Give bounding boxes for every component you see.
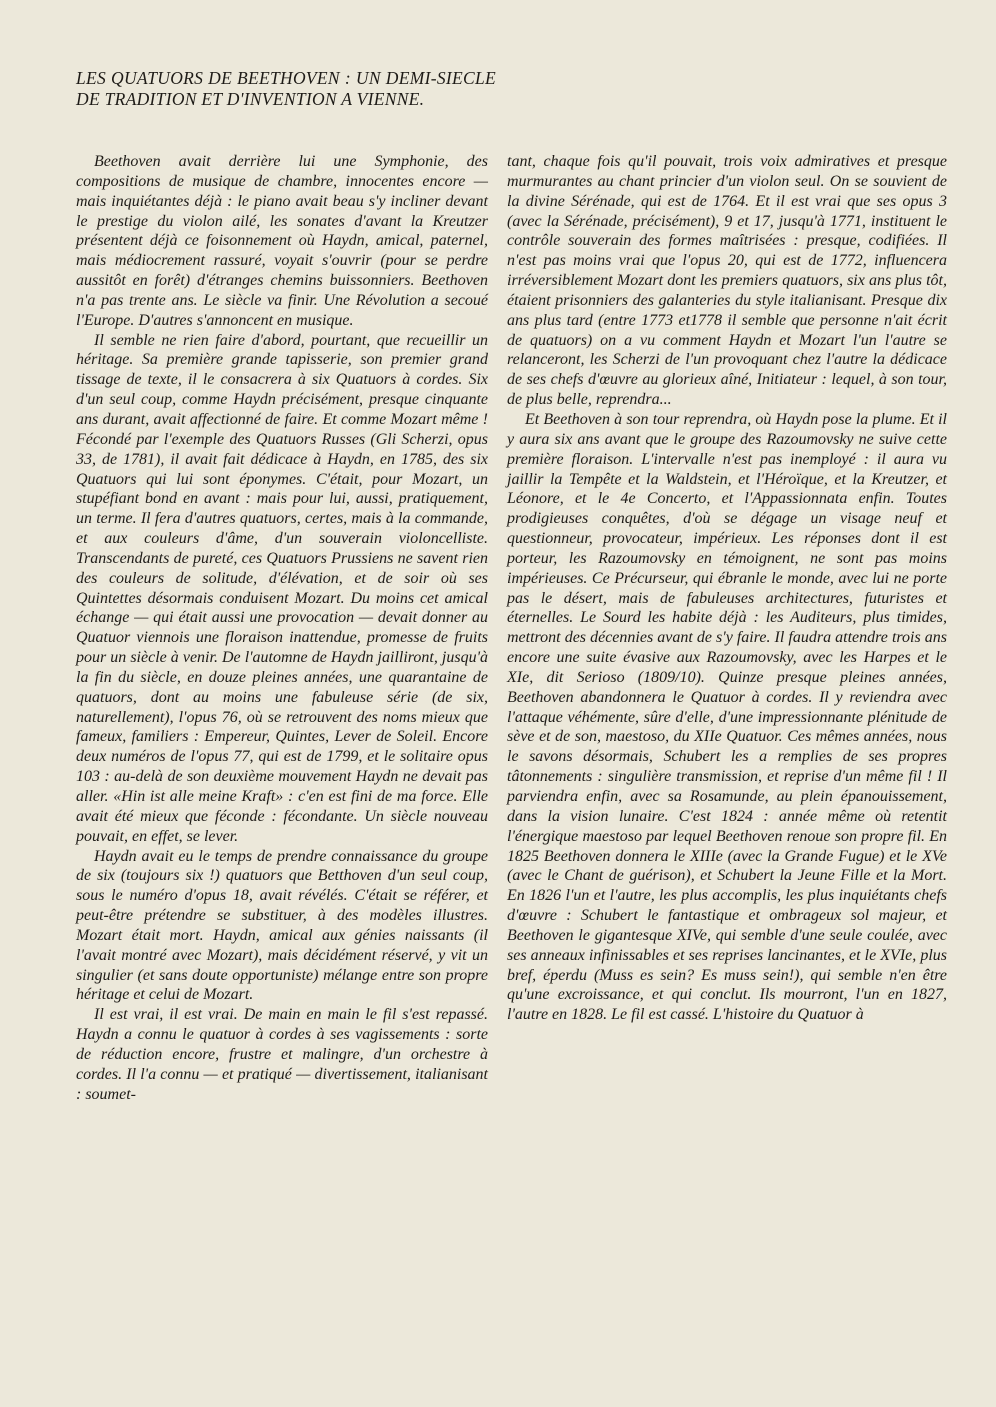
article-title: LES QUATUORS DE BEETHOVEN : UN DEMI-SIECLE DE TRADITION ET D'INVENTION A VIENNE. <box>76 68 496 109</box>
paragraph: Beethoven avait derrière lui une Symphonie, des compositions de musique de chambre, innocentes encore — mais inquiétantes déjà : le piano avait beau s'y incliner devant le prestige du violon ailé, les sonates d'avant la Kreutzer présentent déjà ce foisonnement où Haydn, amical, paternel, mais médiocrement rassuré, voyait s'ouvrir (pour se perdre aussitôt en forêt) d'étranges chemins buissonniers. Beethoven n'a pas trente ans. Le siècle va finir. Une Révolution a secoué l'Europe. D'autres s'annoncent en musique. <box>76 153 488 329</box>
paragraph: Il semble ne rien faire d'abord, pourtant, que recueillir un héritage. Sa première grande tapisserie, son premier grand tissage de texte, il le consacrera à six Quatuors à cordes. Six d'un seul coup, comme Haydn précisément, presque cinquante ans durant, avait affectionné de faire. Et comme Mozart même ! Fécondé par l'exemple des Quatuors Russes (Gli Scherzi, opus 33, de 1781), il avait fait dédicace à Haydn, en 1785, des six Quatuors qui lui sont éponymes. C'était, pour Mozart, un stupéfiant bond en avant : mais pour lui, aussi, pratiquement, un terme. Il fera d'autres quatuors, certes, mais à la commande, et aux couleurs d'âme, d'un souverain violoncelliste. Transcendants de pureté, ces Quatuors Prussiens ne savent rien des couleurs de solitude, d'élévation, et de soir où ses Quintettes désormais conduisent Mozart. Du moins cet amical échange — qui était aussi une provocation — devait donner au Quatuor viennois une floraison inattendue, promesse de fruits pour un siècle à venir. De l'automne de Haydn jailliront, jusqu'à la fin du siècle, en douze pleines années, une quarantaine de quatuors, dont au moins une fabuleuse série (de six, naturellement), l'opus 76, où se retrouvent des noms mieux que fameux, familiers : Empereur, Quintes, Lever de Soleil. Encore deux numéros de l'opus 77, qui est de 1799, et le solitaire opus 103 : au-delà de son deuxième mouvement Haydn ne devait pas aller. «Hin ist alle meine Kraft» : c'en est fini de ma force. Elle avait été mieux que féconde : fécondante. Un siècle nouveau pouvait, en effet, se lever. <box>76 331 488 845</box>
paragraph: Haydn avait eu le temps de prendre connaissance du groupe de six (toujours six !) quatuors que Betthoven d'un seul coup, sous le numéro d'opus 18, avait révélés. C'était se référer, et peut-être prétendre se substituer, à des modèles illustres. Mozart était mort. Haydn, amical aux génies naissants (il l'avait montré avec Mozart), mais décidément réservé, y vit un singulier (et sans doute opportuniste) mélange entre son propre héritage et celui de Mozart. <box>76 847 488 1004</box>
left-column <box>76 152 488 1105</box>
paragraph: Et Beethoven à son tour reprendra, où Haydn pose la plume. Et il y aura six ans avant que le groupe des Razoumovsky ne suive cette première floraison. L'intervalle n'est pas inemployé : il aura vu jaillir la Tempête et la Waldstein, et l'Héroïque, et la Kreutzer, et Léonore, et le 4e Concerto, et l'Appassionnata enfin. Toutes prodigieuses conquêtes, d'où se dégage un visage neuf et questionneur, provocateur, impérieux. Les réponses dont il est porteur, les Razoumovsky en témoignent, ne sont pas moins impérieuses. Ce Précurseur, qui ébranle le monde, avec lui ne porte pas le désert, mais de fabuleuses architectures, futuristes et éternelles. Le Sourd les habite déjà : les Auditeurs, plus timides, mettront des décennies avant de s'y faire. Il faudra attendre trois ans encore une suite évasive aux Razoumovsky, avec les Harpes et le XIe, dit Serioso (1809/10). Quinze presque pleines années, Beethoven abandonnera le Quatuor à cordes. Il y reviendra avec l'attaque véhémente, sûre d'elle, d'une impressionnante plénitude de sève et de son, maestoso, du XIIe Quatuor. Ces mêmes années, nous le savons désormais, Schubert les a remplies de ses propres tâtonnements : singulière transmission, et reprise d'un même fil ! Il parviendra enfin, avec sa Rosamunde, au plein épanouissement, dans la vision lunaire. C'est 1824 : année même où retentit l'énergique maestoso par lequel Beethoven renoue son propre fil. En 1825 Beethoven donnera le XIIIe (avec la Grande Fugue) et le XVe (avec le Chant de guérison), et Schubert la Jeune Fille et la Mort. En 1826 l'un et l'autre, les plus accomplis, les plus inquiétants chefs d'œuvre : Schubert le fantastique et ombrageux sol majeur, et Beethoven le gigantesque XIVe, qui semble d'une seule coulée, avec ses anneaux infinissables et ses reprises lancinantes, et le XVIe, plus bref, éperdu (Muss es sein? Es muss sein!), qui semble n'en être qu'une excroissance, et qui conclut. Ils mourront, l'un en 1827, l'autre en 1828. Le fil est cassé. L'histoire du Quatuor à <box>507 410 947 1024</box>
paragraph: Il est vrai, il est vrai. De main en main le fil s'est repassé. Haydn a connu le quatuor à cordes à ses vagissements : sorte de réduction encore, frustre et malingre, d'un orchestre à cordes. Il l'a connu — et pratiqué — divertissement, italianisant : soumet- <box>76 1006 488 1103</box>
right-column <box>507 152 947 1025</box>
paragraph: tant, chaque fois qu'il pouvait, trois voix admiratives et presque murmurantes au chant princier d'un violon seul. On se souvient de la divine Sérénade, qui est de 1764. Et il est vrai que ses opus 3 (avec la Sérénade, précisément), 9 et 17, jusqu'à 1771, instituent le contrôle souverain des formes maîtrisées : presque, codifiées. Il n'est pas moins vrai que l'opus 20, qui est de 1772, influencera irréversiblement Mozart dont les premiers quatuors, six ans plus tôt, étaient prisonniers des galanteries du style italianisant. Presque dix ans plus tard (entre 1773 et1778 il semble que personne n'ait écrit de quatuors) on a vu comment Haydn et Mozart l'un l'autre se relanceront, les Scherzi de l'un provoquant chez l'autre la dédicace de ses chefs d'œuvre au glorieux aîné, Initiateur : lequel, à son tour, de plus belle, reprendra... <box>507 153 947 409</box>
